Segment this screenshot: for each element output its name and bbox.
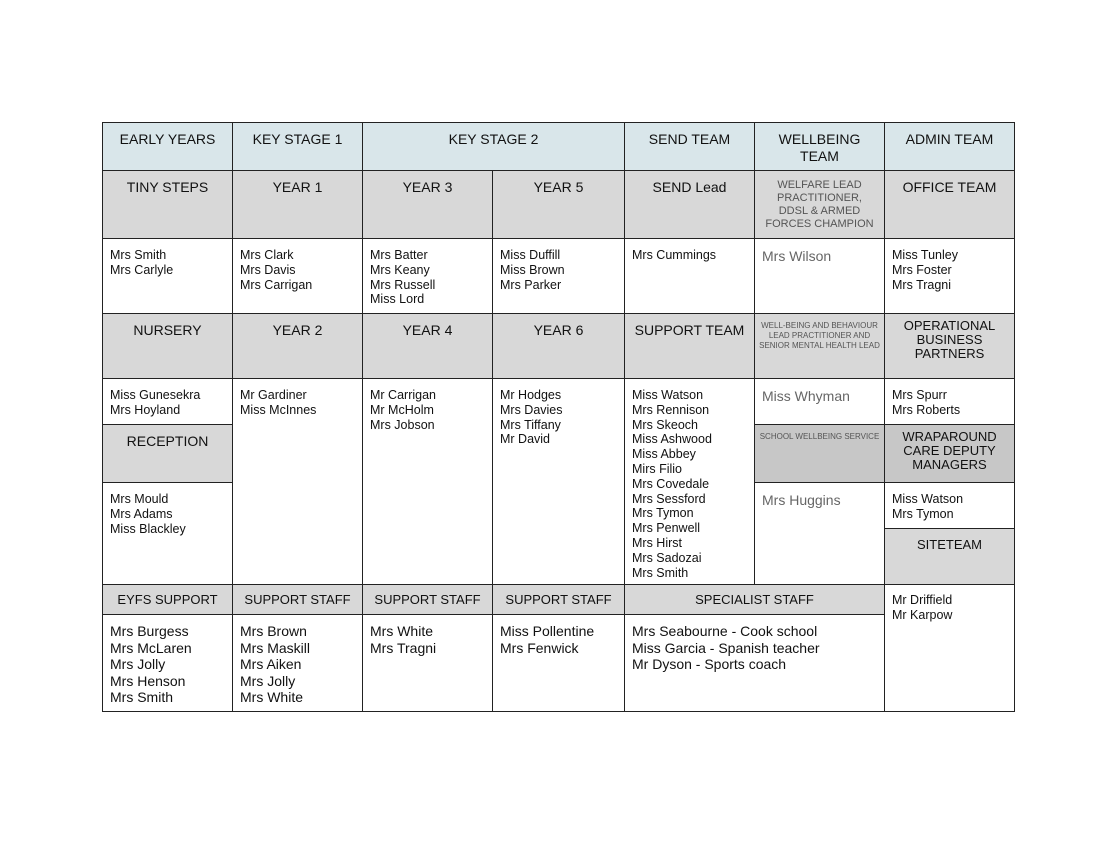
staff-name: Mrs Spurr [892, 388, 947, 402]
staff-name: Mrs Adams [110, 506, 173, 521]
staff-name: Mrs Jolly [240, 672, 296, 689]
staff-name: Mrs Tiffany [500, 417, 561, 432]
staff-list-wellbeing-behaviour-lead [754, 378, 885, 425]
staff-name: Mrs Fenwick [500, 639, 579, 656]
subheader-siteteam-text: SITETEAM [916, 537, 982, 552]
staff-name: Mrs Hoyland [110, 402, 181, 417]
subheader-siteteam [884, 528, 1015, 585]
staff-name: Mrs Roberts [892, 402, 961, 417]
subheader-support-staff-2 [362, 584, 493, 615]
staff-name: Mrs Parker [500, 277, 562, 292]
subheader-year5-text: YEAR 5 [533, 179, 584, 195]
header-early-years-text: EARLY YEARS [119, 131, 216, 147]
subheader-operational-business [884, 313, 1015, 379]
subheader-welfare-lead-text: WELFARE LEAD PRACTITIONER, DDSL & ARMED FORCES CHAMPION [765, 179, 874, 230]
subheader-wraparound [884, 424, 1015, 483]
staff-name: Mrs Davies [500, 402, 563, 417]
subheader-wellbeing-behaviour-lead-text: WELL-BEING AND BEHAVIOUR LEAD PRACTITIONER AND SENIOR MENTAL HEALTH LEAD [759, 321, 880, 350]
header-key-stage-1-text: KEY STAGE 1 [252, 131, 343, 147]
staff-name: Mrs Cummings [632, 248, 717, 262]
staff-name: Miss Watson [892, 492, 964, 506]
subheader-year2-text: YEAR 2 [272, 322, 323, 338]
staff-name: Mrs Covedale [632, 476, 710, 491]
subheader-welfare-lead [754, 170, 885, 239]
subheader-tiny-steps [102, 170, 233, 239]
header-wellbeing-team-text: WELLBEING TEAM [778, 131, 861, 164]
staff-name: Miss McInnes [240, 402, 317, 417]
subheader-reception [102, 424, 233, 483]
subheader-year1-text: YEAR 1 [272, 179, 323, 195]
staff-name: Mrs Huggins [762, 492, 841, 508]
staff-name: Mrs Tymon [892, 506, 954, 521]
staff-name: Miss Blackley [110, 521, 186, 536]
staff-list-nursery [102, 378, 233, 425]
staff-name: Mrs Keany [370, 262, 430, 277]
header-key-stage-2-text: KEY STAGE 2 [448, 131, 539, 147]
subheader-year5 [492, 170, 625, 239]
staff-list-wraparound [884, 482, 1015, 529]
staff-name: Miss Garcia - Spanish teacher [632, 639, 820, 656]
staff-name: Mrs Tymon [632, 506, 694, 521]
staff-list-reception [102, 482, 233, 585]
subheader-reception-text: RECEPTION [126, 433, 209, 449]
staff-list-specialist-staff [624, 614, 885, 712]
subheader-support-staff-1-text: SUPPORT STAFF [244, 592, 351, 607]
staff-name: Mr Carrigan [370, 388, 436, 402]
staff-name: Mirs Filio [632, 461, 682, 476]
staff-name: Mrs McLaren [110, 639, 192, 656]
staff-name: Mr Dyson - Sports coach [632, 656, 787, 672]
staff-name: Mrs Hirst [632, 535, 682, 550]
subheader-school-wellbeing-service-text: SCHOOL WELLBEING SERVICE [759, 432, 880, 441]
subheader-wellbeing-behaviour-lead [754, 313, 885, 379]
subheader-support-staff-2-text: SUPPORT STAFF [374, 592, 481, 607]
staff-name: Mrs Aiken [240, 656, 302, 672]
staff-list-school-wellbeing-service [754, 482, 885, 585]
staff-name: Miss Abbey [632, 447, 696, 462]
staff-name: Miss Pollentine [500, 623, 595, 639]
staff-list-support-staff-2 [362, 614, 493, 712]
staff-list-siteteam [884, 584, 1015, 712]
staff-name: Mrs White [370, 623, 433, 639]
subheader-support-staff-3-text: SUPPORT STAFF [505, 592, 612, 607]
subheader-support-team-text: SUPPORT TEAM [634, 322, 745, 338]
header-wellbeing-team [754, 122, 885, 171]
header-key-stage-1 [232, 122, 363, 171]
subheader-year4 [362, 313, 493, 379]
header-send-team [624, 122, 755, 171]
subheader-send-lead [624, 170, 755, 239]
staff-name: Mrs Wilson [762, 248, 832, 264]
subheader-school-wellbeing-service [754, 424, 885, 483]
subheader-eyfs-support [102, 584, 233, 615]
subheader-office-team-text: OFFICE TEAM [902, 179, 997, 195]
staff-list-year6 [492, 378, 625, 585]
subheader-year3 [362, 170, 493, 239]
staff-name: Miss Duffill [500, 248, 561, 262]
subheader-wraparound-text: WRAPAROUND CARE DEPUTY MANAGERS [902, 429, 997, 472]
header-send-team-text: SEND TEAM [648, 131, 731, 147]
subheader-year3-text: YEAR 3 [402, 179, 453, 195]
subheader-tiny-steps-text: TINY STEPS [126, 179, 209, 195]
staff-name: Mrs Brown [240, 623, 307, 639]
staff-name: Mrs Sadozai [632, 550, 702, 565]
subheader-nursery-text: NURSERY [133, 322, 202, 338]
staff-name: Miss Tunley [892, 248, 958, 262]
staff-name: Miss Watson [632, 388, 704, 402]
subheader-office-team [884, 170, 1015, 239]
staff-name: Mrs Henson [110, 672, 186, 689]
staff-list-office-team [884, 238, 1015, 314]
staff-list-send-lead [624, 238, 755, 314]
header-early-years [102, 122, 233, 171]
staff-name: Mrs Davis [240, 262, 296, 277]
staff-name: Miss Lord [370, 292, 425, 307]
staff-list-year4 [362, 378, 493, 585]
staff-name: Mrs Penwell [632, 521, 701, 536]
staff-list-support-staff-1 [232, 614, 363, 712]
staff-name: Mrs Tragni [892, 277, 952, 292]
staff-name: Mrs Mould [110, 492, 169, 506]
header-key-stage-2 [362, 122, 625, 171]
staff-name: Mrs Maskill [240, 639, 310, 656]
staff-name: Miss Ashwood [632, 432, 712, 447]
subheader-support-staff-1 [232, 584, 363, 615]
subheader-year6 [492, 313, 625, 379]
staff-name: Mr Driffield [892, 593, 953, 607]
header-admin-team-text: ADMIN TEAM [905, 131, 994, 147]
subheader-nursery [102, 313, 233, 379]
staff-list-year5 [492, 238, 625, 314]
subheader-year2 [232, 313, 363, 379]
staff-name: Mrs Smith [632, 565, 689, 580]
subheader-support-team [624, 313, 755, 379]
staff-name: Mrs Batter [370, 248, 428, 262]
staff-name: Mrs Skeoch [632, 417, 698, 432]
staff-name: Mrs Foster [892, 262, 952, 277]
staff-name: Mrs White [240, 689, 303, 705]
staff-name: Mrs Sessford [632, 491, 706, 506]
subheader-eyfs-support-text: EYFS SUPPORT [117, 592, 218, 607]
staff-list-support-staff-3 [492, 614, 625, 712]
staff-list-welfare-lead [754, 238, 885, 314]
staff-list-tiny-steps [102, 238, 233, 314]
staff-list-support-team [624, 378, 755, 585]
staff-list-year3 [362, 238, 493, 314]
staff-name: Mrs Carlyle [110, 262, 174, 277]
staff-list-year1 [232, 238, 363, 314]
subheader-specialist-staff [624, 584, 885, 615]
subheader-operational-business-text: OPERATIONAL BUSINESS PARTNERS [903, 318, 996, 361]
staff-name: Mr Hodges [500, 388, 562, 402]
staff-list-operational-business [884, 378, 1015, 425]
staff-name: Mrs Smith [110, 689, 173, 705]
staff-list-year2 [232, 378, 363, 585]
staff-name: Mr Gardiner [240, 388, 307, 402]
subheader-specialist-staff-text: SPECIALIST STAFF [695, 592, 814, 607]
staff-name: Miss Brown [500, 262, 565, 277]
subheader-year1 [232, 170, 363, 239]
staff-name: Miss Gunesekra [110, 388, 201, 402]
subheader-send-lead-text: SEND Lead [652, 179, 727, 195]
subheader-year4-text: YEAR 4 [402, 322, 453, 338]
staff-name: Mrs Carrigan [240, 277, 313, 292]
staff-name: Mr Karpow [892, 607, 953, 622]
staff-name: Mr David [500, 432, 551, 447]
staff-name: Mrs Smith [110, 248, 167, 262]
subheader-year6-text: YEAR 6 [533, 322, 584, 338]
subheader-support-staff-3 [492, 584, 625, 615]
staff-name: Mrs Russell [370, 277, 436, 292]
staff-name: Mr McHolm [370, 402, 434, 417]
header-admin-team [884, 122, 1015, 171]
staff-name: Mrs Rennison [632, 402, 710, 417]
staff-name: Mrs Jolly [110, 656, 166, 672]
staff-name: Mrs Burgess [110, 623, 189, 639]
staff-name: Mrs Seabourne - Cook school [632, 623, 818, 639]
staff-name: Mrs Tragni [370, 639, 437, 656]
staff-list-eyfs-support [102, 614, 233, 712]
staff-name: Mrs Jobson [370, 417, 435, 432]
staff-name: Miss Whyman [762, 388, 850, 404]
staff-name: Mrs Clark [240, 248, 294, 262]
